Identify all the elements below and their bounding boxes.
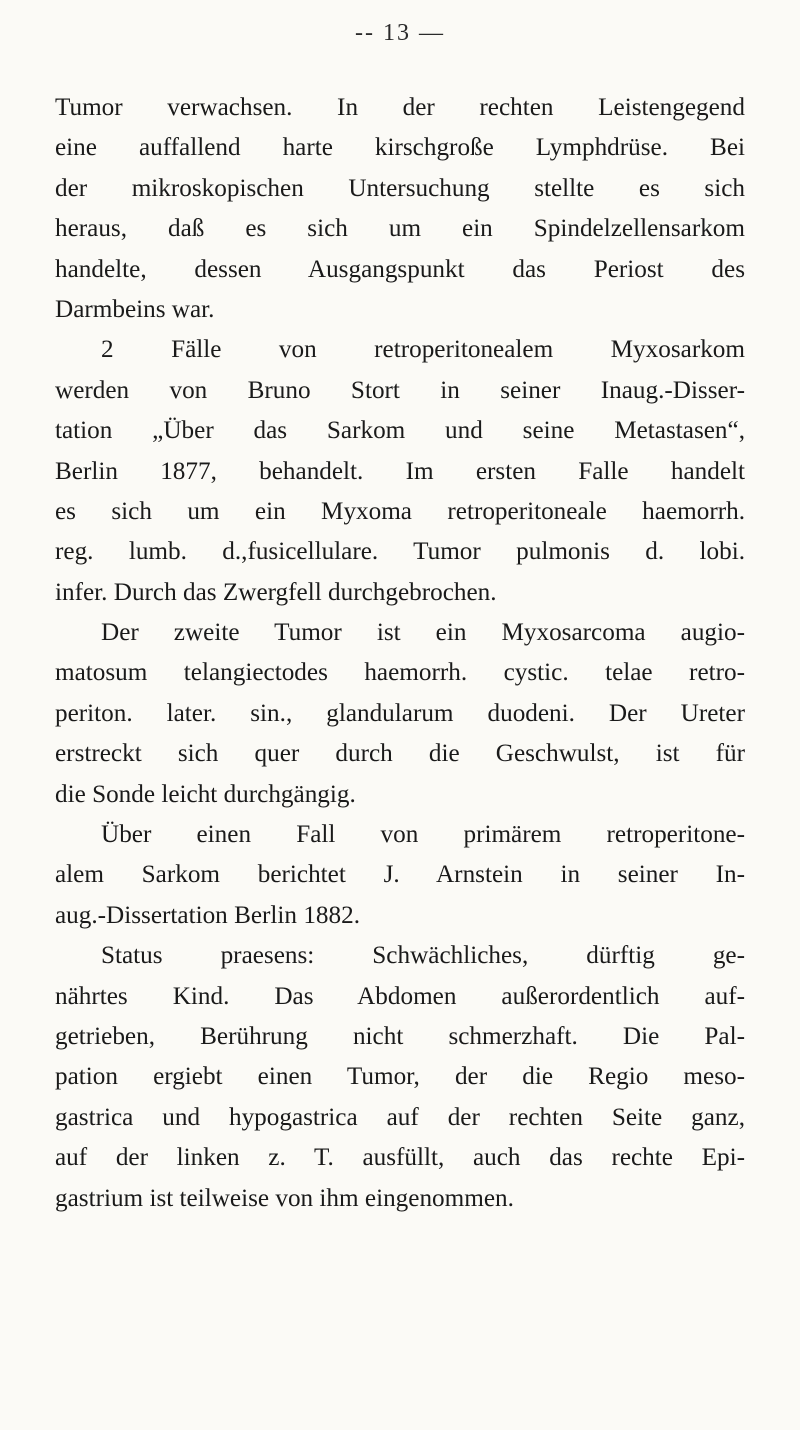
text-line: Der zweite Tumor ist ein Myxosarcoma augio- <box>101 619 745 647</box>
text-line: infer. Durch das Zwergfell durchgebrochen. <box>55 578 497 606</box>
text-line: Tumor verwachsen. In der rechten Leistengegend <box>55 94 745 121</box>
text-line: reg. lumb. d.,fusicellulare. Tumor pulmonis d. lobi. <box>55 538 745 566</box>
text-line: es sich um ein Myxoma retroperitoneale haemorrh. <box>55 497 745 525</box>
text-line: matosum telangiectodes haemorrh. cystic. telae retro- <box>55 659 745 687</box>
text-line: aug.-Dissertation Berlin 1882. <box>55 901 360 929</box>
text-line: Darmbeins war. <box>55 295 215 323</box>
text-line: auf der linken z. T. ausfüllt, auch das rechte Epi- <box>55 1144 745 1172</box>
text-line: heraus, daß es sich um ein Spindelzellensarkom <box>55 215 745 243</box>
text-line: Status praesens: Schwächliches, dürftig ge- <box>101 942 745 970</box>
page-number: -- 13 — <box>355 20 445 46</box>
text-line: handelte, dessen Ausgangspunkt das Periost des <box>55 255 745 283</box>
text-line: der mikroskopischen Untersuchung stellte es sich <box>55 174 745 202</box>
text-line: periton. later. sin., glandularum duodeni. Der Ureter <box>55 699 745 727</box>
text-line: tation „Über das Sarkom und seine Metastasen“, <box>55 417 745 445</box>
text-line: nährtes Kind. Das Abdomen außerordentlich auf- <box>55 982 745 1010</box>
text-line: alem Sarkom berichtet J. Arnstein in seiner In- <box>55 861 745 889</box>
text-line: erstreckt sich quer durch die Geschwulst, ist für <box>55 740 745 768</box>
text-line: die Sonde leicht durchgängig. <box>55 780 356 808</box>
text-line: pation ergiebt einen Tumor, der die Regio meso- <box>55 1063 745 1091</box>
text-line: werden von Bruno Stort in seiner Inaug.-Disser- <box>55 376 745 404</box>
text-line: gastrica und hypogastrica auf der rechten Seite ganz, <box>55 1103 745 1131</box>
text-line: getrieben, Berührung nicht schmerzhaft. Die Pal- <box>55 1022 745 1050</box>
text-line: Berlin 1877, behandelt. Im ersten Falle handelt <box>55 457 745 485</box>
text-line: eine auffallend harte kirschgroße Lymphdrüse. Bei <box>55 134 745 162</box>
text-line: gastrium ist teilweise von ihm eingenommen. <box>55 1184 514 1212</box>
text-line: Über einen Fall von primärem retroperitone- <box>101 821 745 849</box>
text-line: 2 Fälle von retroperitonealem Myxosarkom <box>101 336 745 364</box>
body-text <box>55 88 745 1219</box>
